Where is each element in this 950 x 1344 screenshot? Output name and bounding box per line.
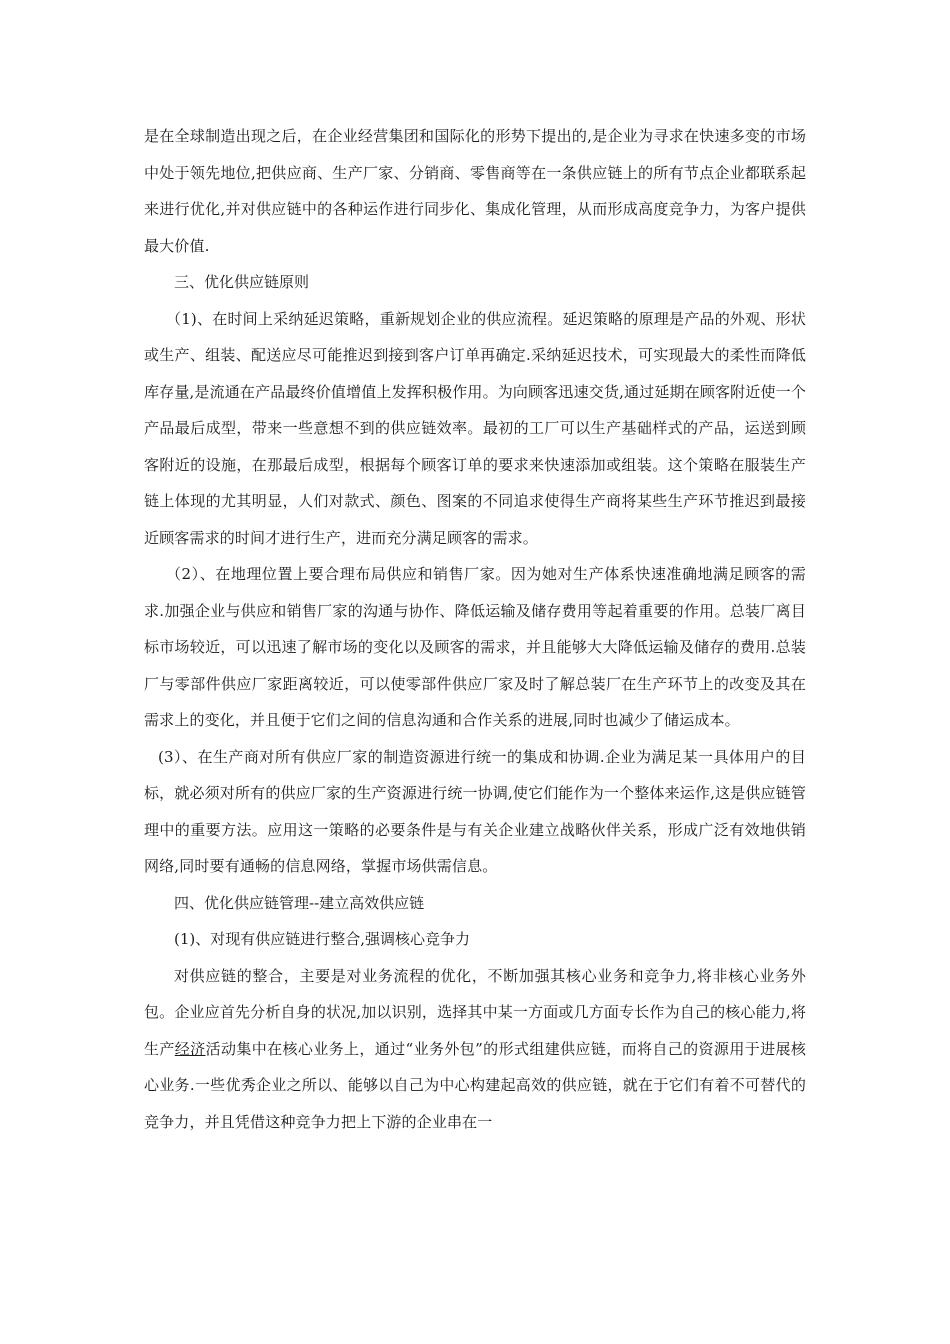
heading-efficient-supply-chain: 四、优化供应链管理--建立高效供应链 xyxy=(174,893,425,912)
subheading-integrate-core-competence: (1)、对现有供应链进行整合,强调核心竞争力 xyxy=(174,930,471,948)
heading-optimization-principles: 三、优化供应链原则 xyxy=(174,273,310,291)
paragraph-integration-text-2: 活动集中在核心业务上，通过“业务外包”的形式组建供应链，而将自己的资源用于进展核心业务.一些优秀企业之所以、能够以自己为中心构建起高效的供应链，就在于它们有着不可替代的竞争力，并且凭借这种竞争力把上下游的企业串在一 xyxy=(144,1039,807,1131)
paragraph-integration-text-1: 对供应链的整合，主要是对业务流程的优化，不断加强其核心业务和竞争力,将非核心业务外包。企业应首先分析自身的状况,加以识别，选择其中某一方面或几方面专长作为自己的核心能力,将生产 xyxy=(144,966,806,1058)
document-body xyxy=(144,118,806,1140)
economy-link[interactable]: 经济 xyxy=(174,1039,206,1058)
paragraph-principle-2-location: （2）、在地理位置上要合理布局供应和销售厂家。因为她对生产体系快速准确地满足顾客的需求.加强企业与供应和销售厂家的沟通与协作、降低运输及储存费用等起着重要的作用。总装厂离目标市场较近，可以迅速了解市场的变化以及顾客的需求，并且能够大大降低运输及储存的费用.总装厂与零部件供应厂家距离较近，可以使零部件供应厂家及时了解总装厂在生产环节上的改变及其在需求上的变化，并且便于它们之间的信息沟通和合作关系的进展,同时也减少了储运成本。 xyxy=(144,565,806,729)
paragraph-supply-chain-definition: 是在全球制造出现之后，在企业经营集团和国际化的形势下提出的,是企业为寻求在快速多变的市场中处于领先地位,把供应商、生产厂家、分销商、零售商等在一条供应链上的所有节点企业都联系起来进行优化,并对供应链中的各种运作进行同步化、集成化管理，从而形成高度竞争力，为客户提供最大价值. xyxy=(144,127,806,255)
paragraph-principle-1-postponement: （1)、在时间上采纳延迟策略，重新规划企业的供应流程。延迟策略的原理是产品的外观、形状或生产、组装、配送应尽可能推迟到接到客户订单再确定.采纳延迟技术，可实现最大的柔性而降低库存量,是流通在产品最终价值增值上发挥积极作用。为向顾客迅速交货,通过延期在顾客附近使一个产品最后成型，带来一些意想不到的供应链效率。最初的工厂可以生产基础样式的产品，运送到顾客附近的设施，在那最后成型，根据每个顾客订单的要求来快速添加或组装。这个策略在服装生产链上体现的尤其明显，人们对款式、颜色、图案的不同追求使得生产商将某些生产环节推迟到最接近顾客需求的时间才进行生产，进而充分满足顾客的需求。 xyxy=(144,309,806,547)
paragraph-principle-3-integration: (3）、在生产商对所有供应厂家的制造资源进行统一的集成和协调.企业为满足某一具体用户的目标，就必须对所有的供应厂家的生产资源进行统一协调,使它们能作为一个整体来运作,这是供应链管理中的重要方法。应用这一策略的必要条件是与有关企业建立战略伙伴关系，形成广泛有效地供销网络,同时要有通畅的信息网络，掌握市场供需信息。 xyxy=(144,747,806,875)
paragraph-integration-details xyxy=(144,958,806,1141)
